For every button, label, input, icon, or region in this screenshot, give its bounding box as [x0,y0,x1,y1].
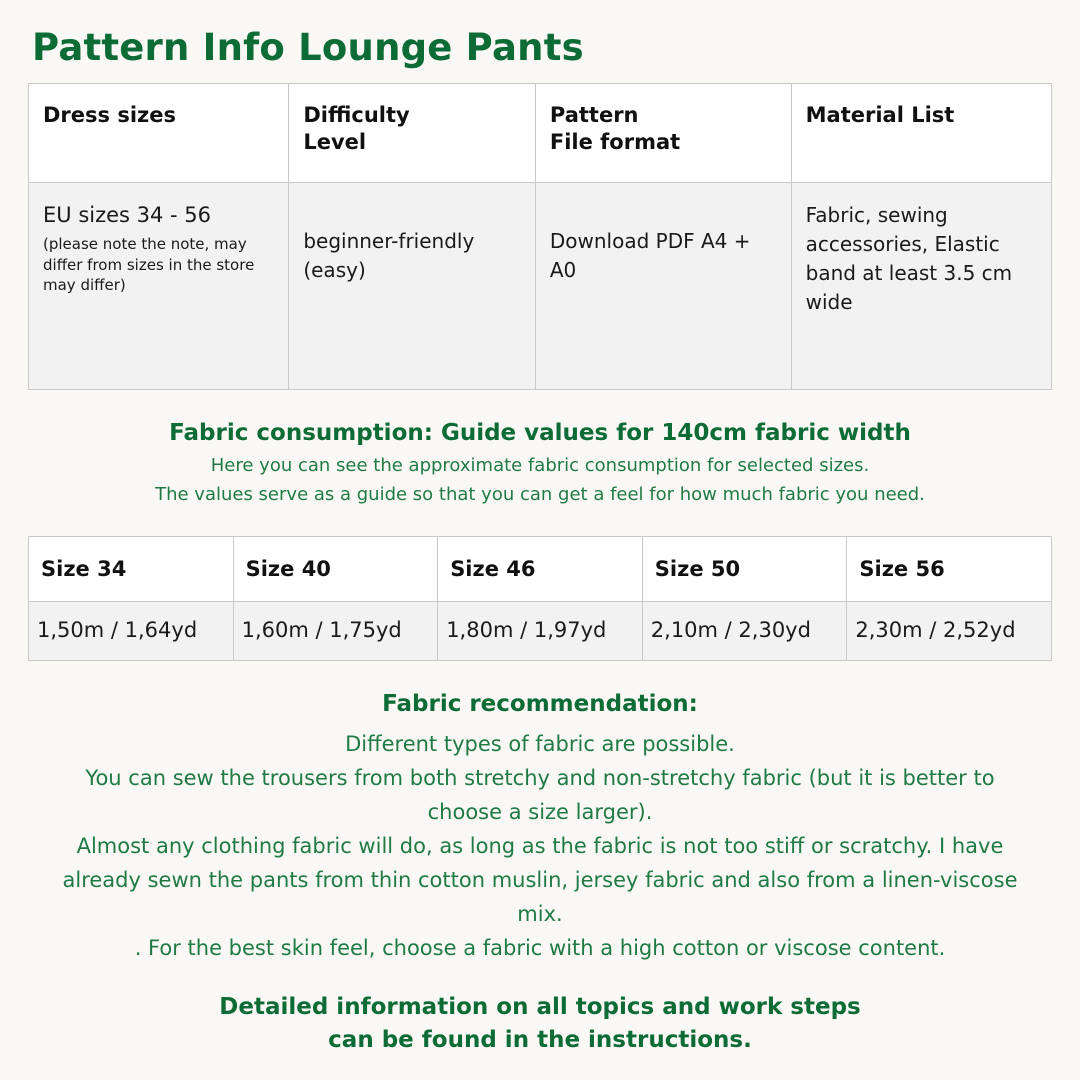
info-header-file-format [535,84,791,183]
fabric-recommendation-line-2: You can sew the trousers from both stretchy and non-stretchy fabric (but it is better to choose a size larger). [85,766,995,825]
footer-note-line-1: Detailed information on all topics and work steps [219,994,861,1021]
sizes-table-head [29,537,1052,602]
sizes-table-body [29,602,1052,661]
sizes-value-size-50: 2,10m / 2,30yd [642,602,847,661]
fabric-consumption-subtext-1: Here you can see the approximate fabric consumption for selected sizes. [210,455,870,476]
sizes-header-size-34: Size 34 [29,537,234,602]
fabric-recommendation-line-3: Almost any clothing fabric will do, as long as the fabric is not too stiff or scratchy. I have already sewn the pants from thin cotton muslin, jersey fabric and also from a linen-viscose mix. [62,834,1018,927]
sizes-header-size-50: Size 50 [642,537,847,602]
info-header-file-format-line2: File format [549,130,681,155]
info-table-header-row [29,84,1052,183]
sizes-value-size-46: 1,80m / 1,97yd [438,602,643,661]
sizes-table-header-row [29,537,1052,602]
pattern-info-table [28,83,1052,390]
fabric-recommendation-heading: Fabric recommendation: [382,691,698,717]
info-header-dress-sizes [29,84,289,183]
fabric-consumption-heading: Fabric consumption: Guide values for 140cm fabric width [169,420,911,446]
info-header-material-list [791,84,1051,183]
dress-sizes-value: EU sizes 34 - 56 [43,203,212,227]
info-header-file-format-line1: Pattern [549,103,639,127]
dress-sizes-note: (please note the note, may differ from sizes in the store may differ) [43,235,255,294]
sizes-table-row [29,602,1052,661]
sizes-value-size-40: 1,60m / 1,75yd [233,602,438,661]
fabric-recommendation-body [28,727,1052,965]
info-table-head [29,84,1052,183]
page-title: Pattern Info Lounge Pants [32,26,584,69]
cell-file-format [535,183,791,390]
material-list-value: Fabric, sewing accessories, Elastic band at least 3.5 cm wide [805,203,1013,314]
fabric-consumption-table-wrapper [28,536,1052,661]
cell-dress-sizes [29,183,289,390]
sizes-header-size-56: Size 56 [847,537,1052,602]
file-format-value: Download PDF A4 + A0 [549,229,751,282]
sizes-value-size-56: 2,30m / 2,52yd [847,602,1052,661]
info-header-material-list-line1: Material List [805,103,955,127]
footer-note-line-2: can be found in the instructions. [328,1027,752,1054]
info-header-dress-sizes-line1: Dress sizes [43,103,177,127]
sizes-header-size-40: Size 40 [233,537,438,602]
info-header-difficulty-line1: Difficulty [303,103,410,127]
cell-material-list [791,183,1051,390]
difficulty-value: beginner-friendly (easy) [303,229,475,282]
footer-note [28,991,1052,1058]
fabric-consumption-table [28,536,1052,661]
fabric-recommendation-line-1: Different types of fabric are possible. [345,732,735,756]
sizes-header-size-46: Size 46 [438,537,643,602]
fabric-recommendation-line-4: . For the best skin feel, choose a fabric with a high cotton or viscose content. [134,936,946,961]
fabric-consumption-subtext-2: The values serve as a guide so that you can get a feel for how much fabric you need. [155,484,925,505]
cell-difficulty [289,183,536,390]
info-table-body [29,183,1052,390]
info-header-difficulty-level [289,84,536,183]
sizes-value-size-34: 1,50m / 1,64yd [29,602,234,661]
info-header-difficulty-line2: Level [303,130,367,155]
info-table-row [29,183,1052,390]
